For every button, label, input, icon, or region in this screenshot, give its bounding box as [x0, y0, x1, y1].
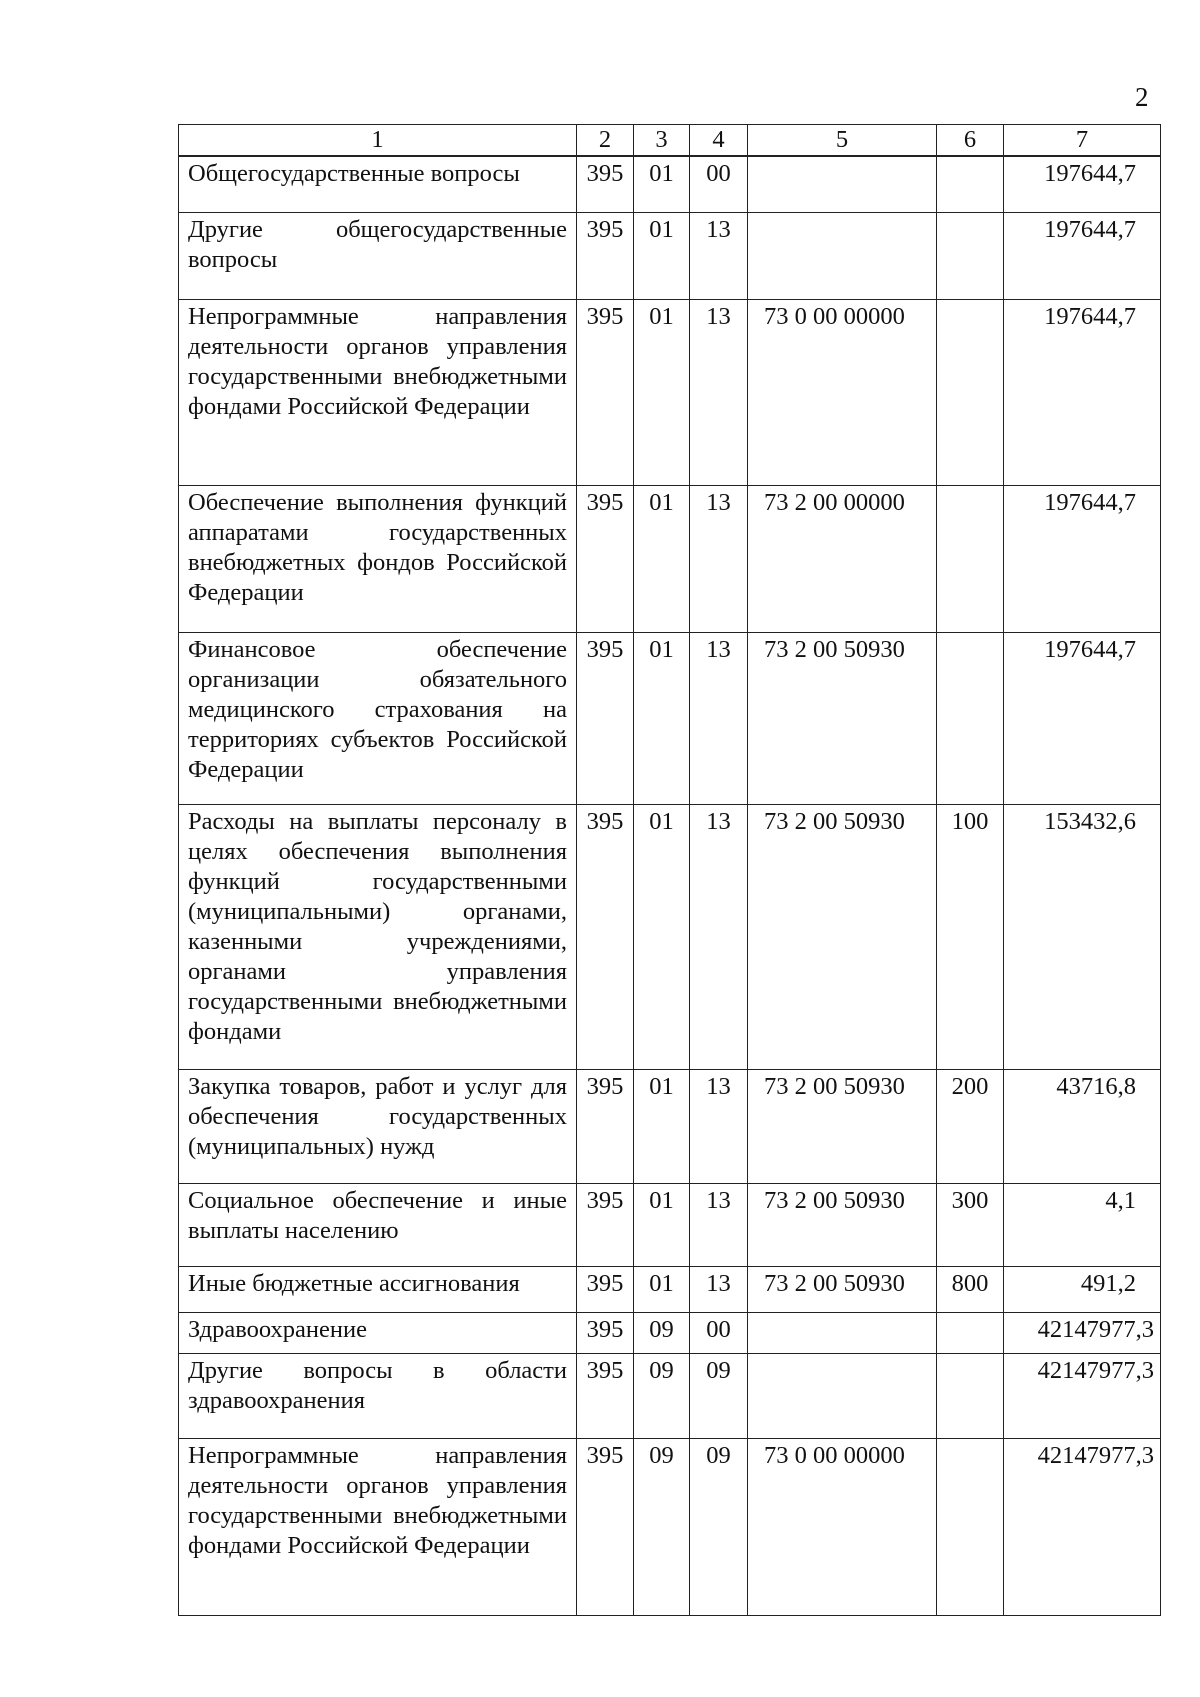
amount: 491,2 — [1004, 1267, 1161, 1313]
expense-code — [937, 1313, 1004, 1354]
row-name: Социальное обеспечение и иные выплаты населению — [179, 1184, 577, 1267]
table-row — [179, 486, 1161, 633]
amount: 197644,7 — [1004, 486, 1161, 633]
row-name: Общегосударственные вопросы — [179, 156, 577, 213]
amount: 153432,6 — [1004, 805, 1161, 1070]
subsection-code: 13 — [690, 1070, 748, 1184]
target-code — [748, 1354, 937, 1439]
table-row — [179, 156, 1161, 213]
section-code: 01 — [634, 805, 690, 1070]
subsection-code: 00 — [690, 156, 748, 213]
expense-code — [937, 213, 1004, 300]
expense-code — [937, 156, 1004, 213]
amount: 42147977,3 — [1004, 1439, 1161, 1616]
admin-code: 395 — [577, 1354, 634, 1439]
admin-code: 395 — [577, 805, 634, 1070]
subsection-code: 13 — [690, 1184, 748, 1267]
table-row — [179, 1439, 1161, 1616]
row-name: Обеспечение выполнения функций аппаратами государственных внебюджетных фондов Российской Федерации — [179, 486, 577, 633]
table-row — [179, 1184, 1161, 1267]
section-code: 01 — [634, 156, 690, 213]
expense-code — [937, 633, 1004, 805]
page-number: 2 — [1135, 82, 1149, 112]
admin-code: 395 — [577, 1184, 634, 1267]
row-name: Финансовое обеспечение организации обязательного медицинского страхования на территориях субъектов Российской Федерации — [179, 633, 577, 805]
expense-code — [937, 1439, 1004, 1616]
admin-code: 395 — [577, 156, 634, 213]
target-code: 73 2 00 50930 — [748, 633, 937, 805]
target-code: 73 2 00 50930 — [748, 1267, 937, 1313]
column-header: 7 — [1004, 125, 1161, 156]
target-code: 73 0 00 00000 — [748, 300, 937, 486]
table-row — [179, 1313, 1161, 1354]
row-name: Другие общегосударственные вопросы — [179, 213, 577, 300]
subsection-code: 13 — [690, 805, 748, 1070]
column-header: 6 — [937, 125, 1004, 156]
table-row — [179, 805, 1161, 1070]
expense-code: 800 — [937, 1267, 1004, 1313]
row-name: Закупка товаров, работ и услуг для обеспечения государственных (муниципальных) нужд — [179, 1070, 577, 1184]
admin-code: 395 — [577, 300, 634, 486]
table-header-row — [179, 125, 1161, 156]
section-code: 01 — [634, 1070, 690, 1184]
admin-code: 395 — [577, 1267, 634, 1313]
table-row — [179, 213, 1161, 300]
expense-code: 300 — [937, 1184, 1004, 1267]
subsection-code: 00 — [690, 1313, 748, 1354]
expense-code — [937, 300, 1004, 486]
row-name: Непрограммные направления деятельности органов управления государственными внебюджетными фондами Российской Федерации — [179, 300, 577, 486]
column-header: 2 — [577, 125, 634, 156]
subsection-code: 13 — [690, 633, 748, 805]
table-row — [179, 1354, 1161, 1439]
column-header: 4 — [690, 125, 748, 156]
target-code: 73 2 00 50930 — [748, 805, 937, 1070]
section-code: 01 — [634, 213, 690, 300]
table-row — [179, 1070, 1161, 1184]
subsection-code: 09 — [690, 1354, 748, 1439]
target-code: 73 2 00 50930 — [748, 1070, 937, 1184]
section-code: 09 — [634, 1313, 690, 1354]
subsection-code: 09 — [690, 1439, 748, 1616]
target-code — [748, 1313, 937, 1354]
admin-code: 395 — [577, 633, 634, 805]
row-name: Другие вопросы в области здравоохранения — [179, 1354, 577, 1439]
amount: 43716,8 — [1004, 1070, 1161, 1184]
admin-code: 395 — [577, 1070, 634, 1184]
amount: 197644,7 — [1004, 300, 1161, 486]
subsection-code: 13 — [690, 300, 748, 486]
section-code: 01 — [634, 1267, 690, 1313]
table-row — [179, 1267, 1161, 1313]
amount: 42147977,3 — [1004, 1354, 1161, 1439]
amount: 42147977,3 — [1004, 1313, 1161, 1354]
row-name: Непрограммные направления деятельности органов управления государственными внебюджетными фондами Российской Федерации — [179, 1439, 577, 1616]
section-code: 01 — [634, 1184, 690, 1267]
column-header: 3 — [634, 125, 690, 156]
column-header: 1 — [179, 125, 577, 156]
expense-code: 200 — [937, 1070, 1004, 1184]
subsection-code: 13 — [690, 486, 748, 633]
amount: 197644,7 — [1004, 156, 1161, 213]
subsection-code: 13 — [690, 213, 748, 300]
admin-code: 395 — [577, 213, 634, 300]
target-code — [748, 213, 937, 300]
subsection-code: 13 — [690, 1267, 748, 1313]
amount: 4,1 — [1004, 1184, 1161, 1267]
target-code — [748, 156, 937, 213]
expense-code: 100 — [937, 805, 1004, 1070]
amount: 197644,7 — [1004, 213, 1161, 300]
expense-code — [937, 1354, 1004, 1439]
section-code: 09 — [634, 1354, 690, 1439]
budget-table — [178, 124, 1161, 1616]
admin-code: 395 — [577, 1313, 634, 1354]
row-name: Здравоохранение — [179, 1313, 577, 1354]
table-row — [179, 300, 1161, 486]
amount: 197644,7 — [1004, 633, 1161, 805]
section-code: 09 — [634, 1439, 690, 1616]
admin-code: 395 — [577, 486, 634, 633]
row-name: Иные бюджетные ассигнования — [179, 1267, 577, 1313]
target-code: 73 0 00 00000 — [748, 1439, 937, 1616]
section-code: 01 — [634, 486, 690, 633]
target-code: 73 2 00 50930 — [748, 1184, 937, 1267]
table-row — [179, 633, 1161, 805]
expense-code — [937, 486, 1004, 633]
section-code: 01 — [634, 300, 690, 486]
row-name: Расходы на выплаты персоналу в целях обеспечения выполнения функций государственными (муниципальными) органами, казенными учреждениями, органами управления государственными внебюджетными фондами — [179, 805, 577, 1070]
admin-code: 395 — [577, 1439, 634, 1616]
target-code: 73 2 00 00000 — [748, 486, 937, 633]
section-code: 01 — [634, 633, 690, 805]
column-header: 5 — [748, 125, 937, 156]
